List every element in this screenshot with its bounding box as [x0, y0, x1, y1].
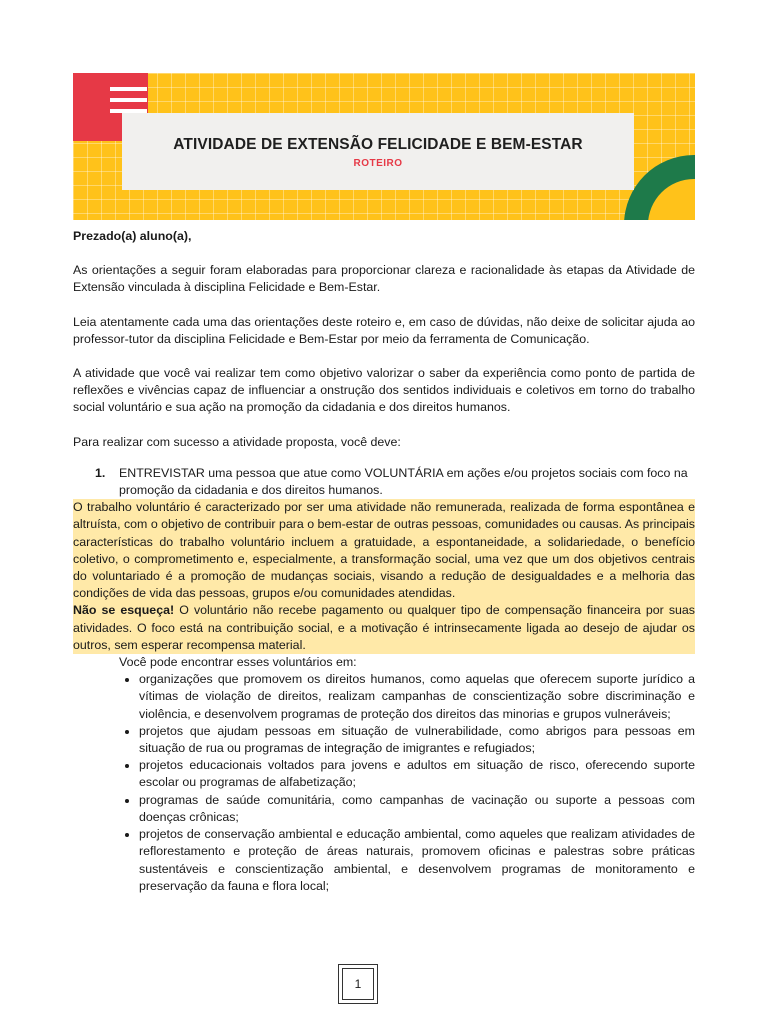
highlight-paragraph: O trabalho voluntário é caracterizado por ser uma atividade não remunerada, realizada de forma espontânea e altruísta, com o objetivo de contribuir para o bem-estar de outras pessoas, comunidades ou causas. As principais características do trabalho voluntário incluem a gratuidade, a espontaneidade, a solidariedade, o benefício coletivo, o comprometimento e, especialmente, a transformação social, uma vez que um dos objetivos centrais do voluntariado é a promoção de mudanças sociais, visando a redução de desigualdades e a melhoria das condições de vida das pessoas, grupos e/ou comunidades atendidas.	[73, 500, 695, 601]
highlight-box	[73, 499, 695, 654]
list-item: • programas de saúde comunitária, como campanhas de vacinação ou suporte a pessoas com doenças crônicas;	[139, 792, 695, 826]
list-item: • organizações que promovem os direitos humanos, como aquelas que oferecem suporte jurídico a vítimas de violação de direitos, realizam campanhas de conscientização sobre discriminação e violência, e desenvolvem programas de proteção dos direitos das minorias e grupos vulneráveis;	[139, 671, 695, 723]
document-body	[73, 228, 695, 895]
decorative-arc	[624, 155, 695, 220]
title-box	[122, 113, 634, 190]
paragraph-objective: A atividade que você vai realizar tem como objetivo valorizar o saber da experiência como ponto de partida de reflexões e vivências capaz de influenciar a onstrução dos sentidos individuais e coletivos em torno do trabalho social voluntário e sua ação na promoção da cidadania e dos direitos humanos.	[73, 366, 695, 415]
list-item: • projetos de conservação ambiental e educação ambiental, como aqueles que realizam atividades de reflorestamento e proteção de áreas naturais, promovem oficinas e palestras sobre práticas sustentáveis e conscientização ambiental, e desenvolvem programas de monitoramento e preservação da fauna e flora local;	[139, 826, 695, 895]
page-number	[338, 964, 378, 1004]
header-banner	[73, 73, 695, 220]
step-text: ENTREVISTAR uma pessoa que atue como VOLUNTÁRIA em ações e/ou projetos sociais com foco na promoção da cidadania e dos direitos humanos.	[119, 465, 688, 498]
document-subtitle: ROTEIRO	[353, 158, 403, 169]
paragraph-tasks-intro: Para realizar com sucesso a atividade proposta, você deve:	[73, 434, 401, 449]
document-title: ATIVIDADE DE EXTENSÃO FELICIDADE E BEM-ESTAR	[173, 136, 583, 153]
list-item: • projetos que ajudam pessoas em situação de vulnerabilidade, como abrigos para pessoas em situação de rua ou programas de integração de imigrantes e refugiados;	[139, 723, 695, 757]
page-number-text: 1	[354, 977, 362, 991]
step-number: 1.	[95, 465, 106, 480]
volunteer-list	[73, 671, 695, 895]
paragraph-intro: As orientações a seguir foram elaboradas para proporcionar clareza e racionalidade às etapas da Atividade de Extensão vinculada à disciplina Felicidade e Bem-Estar.	[73, 263, 695, 295]
reminder-text: O voluntário não recebe pagamento ou qualquer tipo de compensação financeira por suas atividades. O foco está na contribuição social, e a motivação é intrinsecamente ligada ao desejo de ajudar os outros, sem esperar recompensa material.	[73, 603, 695, 652]
greeting: Prezado(a) aluno(a),	[73, 229, 192, 243]
highlight-reminder	[73, 602, 695, 654]
paragraph-instructions: Leia atentamente cada uma das orientações deste roteiro e, em caso de dúvidas, não deixe de solicitar ajuda ao professor-tutor da disciplina Felicidade e Bem-Estar por meio da ferramenta de Comunicação.	[73, 314, 695, 346]
list-item: • projetos educacionais voltados para jovens e adultos em situação de risco, oferecendo suporte escolar ou programas de alfabetização;	[139, 757, 695, 791]
step-1	[73, 465, 695, 499]
list-intro: Você pode encontrar esses voluntários em:	[119, 655, 357, 670]
reminder-bold: Não se esqueça!	[73, 603, 175, 618]
